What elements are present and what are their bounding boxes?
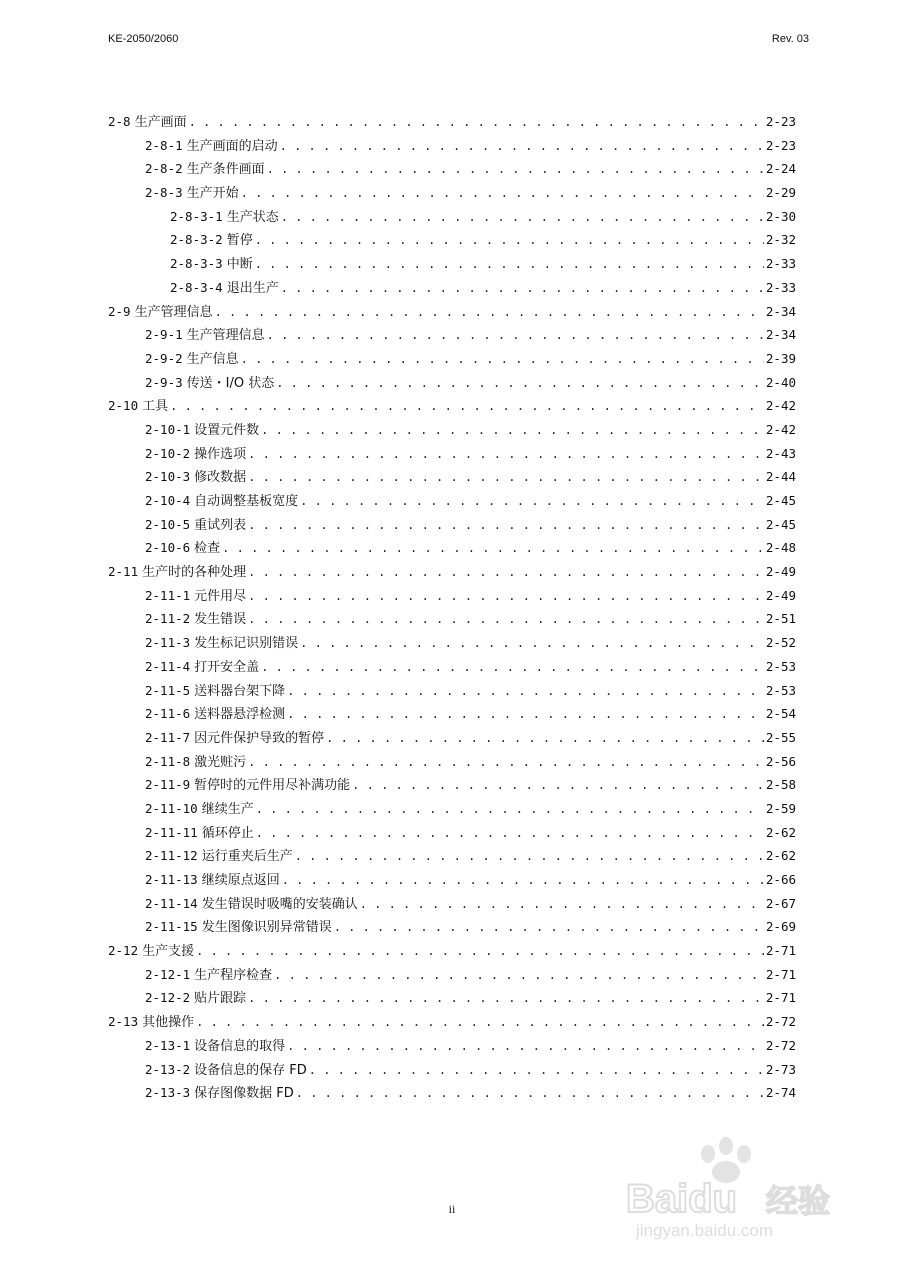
toc-entry-number: 2-13 — [108, 1014, 139, 1030]
toc-entry-title: 发生错误 — [194, 612, 247, 628]
toc-leader-dots — [309, 1059, 764, 1083]
toc-entry-title: 继续原点返回 — [201, 873, 280, 888]
toc-entry-number: 2-9-3 — [145, 374, 183, 390]
toc-leader-dots — [215, 301, 764, 325]
toc-entry-title: 送料器台架下降 — [194, 683, 286, 699]
toc-entry[interactable] — [108, 513, 796, 537]
toc-leader-dots — [248, 561, 764, 585]
toc-entry-title: 工具 — [142, 399, 169, 415]
toc-entry[interactable] — [108, 1034, 796, 1058]
toc-entry[interactable] — [108, 228, 796, 252]
toc-entry-title: 传送・I/O 状态 — [186, 375, 275, 391]
toc-entry-title: 发生标记识别错误 — [194, 636, 299, 652]
toc-entry[interactable] — [108, 631, 796, 655]
toc-entry-page: 2-48 — [765, 540, 796, 556]
toc-entry[interactable] — [108, 489, 796, 513]
toc-entry-page: 2-42 — [765, 398, 796, 414]
toc-entry-number: 2-8-3-2 — [170, 232, 223, 248]
toc-entry[interactable] — [108, 702, 796, 726]
toc-entry-page: 2-49 — [765, 564, 796, 580]
toc-entry[interactable] — [108, 655, 796, 679]
toc-entry-page: 2-30 — [765, 208, 796, 224]
toc-entry-title: 生产管理信息 — [134, 304, 213, 320]
toc-entry-title: 生产程序检查 — [194, 967, 273, 983]
toc-entry[interactable] — [108, 939, 796, 963]
toc-leader-dots — [280, 135, 764, 159]
toc-entry-number: 2-12-1 — [145, 966, 191, 982]
toc-leader-dots — [248, 585, 764, 609]
toc-leader-dots — [255, 253, 764, 277]
toc-entry-page: 2-52 — [765, 635, 796, 651]
toc-entry-page: 2-23 — [765, 114, 796, 129]
toc-entry-number: 2-8 — [108, 114, 131, 129]
toc-entry-page: 2-54 — [765, 706, 796, 722]
toc-entry-number: 2-10 — [108, 398, 139, 414]
toc-entry[interactable] — [108, 726, 796, 750]
toc-entry-number: 2-9-2 — [145, 350, 183, 366]
toc-entry-number: 2-12-2 — [145, 990, 191, 1006]
toc-leader-dots — [296, 1082, 764, 1106]
toc-entry-page: 2-69 — [765, 919, 796, 935]
toc-entry[interactable] — [108, 607, 796, 631]
toc-entry[interactable] — [108, 157, 796, 181]
toc-entry-title: 循环停止 — [201, 825, 254, 841]
toc-leader-dots — [196, 940, 764, 964]
toc-entry-page: 2-74 — [765, 1085, 796, 1101]
toc-entry-page: 2-56 — [765, 753, 796, 769]
toc-entry[interactable] — [108, 134, 796, 158]
toc-entry-number: 2-9-1 — [145, 327, 183, 343]
baidu-jingyan-watermark — [616, 1132, 856, 1242]
toc-entry[interactable] — [108, 773, 796, 797]
toc-entry[interactable] — [108, 892, 796, 916]
toc-entry-title: 保存图像数据 FD — [194, 1086, 294, 1102]
toc-entry-number: 2-10-5 — [145, 516, 191, 532]
toc-entry-title: 送料器悬浮检测 — [194, 707, 286, 723]
toc-entry-number: 2-11-4 — [145, 658, 191, 674]
toc-entry-number: 2-10-6 — [145, 540, 191, 556]
toc-entry-number: 2-8-3-1 — [170, 208, 223, 224]
toc-entry-title: 设备信息的取得 — [194, 1038, 286, 1054]
toc-leader-dots — [189, 111, 764, 135]
toc-entry[interactable] — [108, 679, 796, 703]
toc-entry-title: 操作选项 — [194, 446, 247, 462]
toc-entry[interactable] — [108, 205, 796, 229]
toc-entry-page: 2-45 — [765, 493, 796, 508]
toc-entry-page: 2-29 — [765, 185, 796, 201]
toc-entry-page: 2-24 — [765, 161, 796, 177]
toc-entry-page: 2-67 — [765, 895, 796, 911]
toc-entry-page: 2-71 — [765, 990, 796, 1006]
toc-leader-dots — [282, 869, 764, 893]
toc-entry-title: 激光赃污 — [194, 754, 247, 770]
toc-leader-dots — [222, 537, 764, 561]
toc-entry-number: 2-13-3 — [145, 1085, 191, 1101]
toc-entry-number: 2-11-6 — [145, 706, 191, 722]
toc-entry-title: 自动调整基板宽度 — [194, 494, 299, 509]
toc-entry[interactable] — [108, 821, 796, 845]
toc-leader-dots — [267, 324, 764, 348]
toc-entry-title: 暂停 — [226, 233, 253, 249]
toc-leader-dots — [352, 774, 764, 798]
toc-entry-title: 贴片跟踪 — [194, 991, 247, 1007]
toc-entry[interactable] — [108, 110, 796, 134]
toc-entry-number: 2-11-5 — [145, 682, 191, 698]
toc-entry-title: 暂停时的元件用尽补满功能 — [194, 778, 351, 794]
toc-entry-page: 2-23 — [765, 137, 796, 153]
toc-entry-page: 2-71 — [765, 943, 796, 959]
toc-entry-page: 2-55 — [765, 729, 796, 745]
toc-entry-page: 2-62 — [765, 848, 796, 864]
toc-entry-title: 元件用尽 — [194, 588, 247, 604]
toc-leader-dots — [276, 372, 764, 396]
toc-entry-title: 其他操作 — [142, 1015, 195, 1031]
toc-entry-page: 2-34 — [765, 327, 796, 343]
toc-entry-page: 2-33 — [765, 279, 796, 295]
toc-entry[interactable] — [108, 868, 796, 892]
toc-entry-number: 2-8-2 — [145, 161, 183, 177]
toc-leader-dots — [326, 727, 764, 751]
toc-entry[interactable] — [108, 915, 796, 939]
toc-leader-dots — [248, 608, 764, 632]
toc-leader-dots — [287, 680, 764, 704]
toc-entry-number: 2-11-9 — [145, 777, 191, 793]
toc-leader-dots — [261, 419, 764, 443]
toc-entry-title: 发生图像识别异常错误 — [201, 920, 332, 936]
toc-entry-title: 生产开始 — [186, 186, 239, 202]
toc-entry[interactable] — [108, 276, 796, 300]
toc-entry-number: 2-11-14 — [145, 895, 198, 911]
toc-leader-dots — [255, 229, 764, 253]
toc-entry-title: 发生错误时吸嘴的安装确认 — [201, 896, 358, 912]
toc-leader-dots — [281, 206, 764, 230]
toc-entry-number: 2-13-2 — [145, 1061, 191, 1077]
toc-entry-page: 2-39 — [765, 350, 796, 366]
toc-entry-page: 2-33 — [765, 256, 796, 272]
toc-entry-number: 2-11-8 — [145, 753, 191, 769]
toc-entry-page: 2-45 — [765, 516, 796, 532]
toc-entry[interactable] — [108, 181, 796, 205]
toc-entry-page: 2-42 — [765, 421, 796, 437]
toc-entry-number: 2-11-12 — [145, 848, 198, 864]
toc-entry-title: 退出生产 — [226, 280, 279, 296]
toc-entry[interactable] — [108, 394, 796, 418]
revision-label: Rev. 03 — [771, 33, 809, 45]
toc-entry-page: 2-51 — [765, 611, 796, 627]
toc-entry-title: 生产支援 — [142, 944, 195, 960]
toc-entry-page: 2-44 — [765, 469, 796, 485]
watermark-brand-cn: 经验 — [766, 1182, 831, 1220]
toc-entry[interactable] — [108, 418, 796, 442]
toc-entry-number: 2-10-4 — [145, 493, 191, 508]
toc-entry-title: 生产条件画面 — [186, 162, 265, 178]
toc-leader-dots — [196, 1011, 764, 1035]
toc-leader-dots — [287, 703, 764, 727]
toc-entry-number: 2-11 — [108, 564, 139, 580]
toc-entry-title: 生产状态 — [226, 209, 279, 225]
toc-leader-dots — [300, 632, 764, 656]
toc-entry-title: 设备信息的保存 FD — [194, 1062, 307, 1078]
toc-entry-number: 2-10-3 — [145, 469, 191, 485]
toc-entry[interactable] — [108, 750, 796, 774]
toc-entry-page: 2-62 — [765, 824, 796, 840]
toc-entry-page: 2-53 — [765, 682, 796, 698]
toc-entry-page: 2-49 — [765, 587, 796, 603]
toc-entry[interactable] — [108, 584, 796, 608]
toc-entry-number: 2-11-2 — [145, 611, 191, 627]
toc-entry-number: 2-8-1 — [145, 137, 183, 153]
toc-entry[interactable] — [108, 560, 796, 584]
toc-entry-number: 2-10-1 — [145, 421, 191, 437]
toc-entry-page: 2-58 — [765, 777, 796, 793]
toc-entry-number: 2-8-3-4 — [170, 279, 223, 295]
toc-entry-title: 中断 — [226, 257, 253, 273]
toc-entry[interactable] — [108, 797, 796, 821]
toc-leader-dots — [248, 443, 764, 467]
toc-entry[interactable] — [108, 963, 796, 987]
toc-leader-dots — [248, 987, 764, 1011]
toc-entry-page: 2-43 — [765, 445, 796, 461]
toc-entry-number: 2-11-10 — [145, 800, 198, 816]
toc-leader-dots — [248, 751, 764, 775]
toc-entry-number: 2-13-1 — [145, 1037, 191, 1053]
toc-leader-dots — [281, 277, 764, 301]
toc-entry-page: 2-53 — [765, 658, 796, 674]
toc-entry-page: 2-72 — [765, 1014, 796, 1030]
toc-entry[interactable] — [108, 844, 796, 868]
toc-leader-dots — [295, 845, 764, 869]
table-of-contents — [108, 110, 796, 1105]
toc-leader-dots — [241, 182, 764, 206]
toc-entry-title: 生产管理信息 — [186, 328, 265, 344]
toc-entry-title: 重试列表 — [194, 517, 247, 533]
toc-entry-number: 2-11-15 — [145, 919, 198, 935]
toc-entry-title: 运行重夹后生产 — [201, 849, 293, 865]
toc-leader-dots — [360, 893, 764, 917]
document-code: KE-2050/2060 — [108, 33, 179, 45]
toc-entry[interactable] — [108, 347, 796, 371]
toc-entry-page: 2-66 — [765, 872, 796, 887]
toc-entry-number: 2-11-11 — [145, 824, 198, 840]
toc-leader-dots — [261, 656, 764, 680]
toc-entry[interactable] — [108, 442, 796, 466]
toc-entry-page: 2-73 — [765, 1061, 796, 1077]
toc-entry-number: 2-11-1 — [145, 587, 191, 603]
toc-leader-dots — [256, 822, 764, 846]
toc-entry-title: 生产画面的启动 — [186, 138, 278, 154]
toc-entry-page: 2-32 — [765, 232, 796, 248]
toc-entry-title: 因元件保护导致的暂停 — [194, 730, 325, 746]
page-number: ii — [448, 1202, 456, 1216]
watermark-url: jingyan.baidu.com — [636, 1221, 774, 1240]
toc-leader-dots — [287, 1035, 764, 1059]
toc-entry-title: 生产信息 — [186, 351, 239, 367]
toc-leader-dots — [248, 514, 764, 538]
toc-entry-number: 2-8-3 — [145, 185, 183, 201]
toc-entry-title: 生产画面 — [134, 115, 187, 130]
toc-entry-title: 生产时的各种处理 — [142, 565, 247, 581]
toc-entry-number: 2-11-7 — [145, 729, 191, 745]
toc-entry[interactable] — [108, 252, 796, 276]
toc-entry-title: 打开安全盖 — [194, 659, 260, 675]
toc-entry-title: 检查 — [194, 541, 221, 557]
toc-entry-number: 2-8-3-3 — [170, 256, 223, 272]
toc-entry[interactable] — [108, 300, 796, 324]
toc-entry[interactable] — [108, 465, 796, 489]
toc-entry-title: 继续生产 — [201, 801, 254, 817]
toc-leader-dots — [256, 798, 764, 822]
toc-entry-page: 2-72 — [765, 1037, 796, 1053]
toc-entry-page: 2-71 — [765, 966, 796, 982]
toc-entry-page: 2-40 — [765, 374, 796, 390]
toc-entry-page: 2-59 — [765, 800, 796, 816]
toc-entry[interactable] — [108, 986, 796, 1010]
toc-entry-number: 2-12 — [108, 943, 139, 959]
toc-entry[interactable] — [108, 1058, 796, 1082]
watermark-brand: Baidu — [626, 1177, 738, 1221]
toc-entry[interactable] — [108, 323, 796, 347]
toc-entry-title: 设置元件数 — [194, 422, 260, 438]
toc-entry[interactable] — [108, 1081, 796, 1105]
toc-entry-number: 2-11-13 — [145, 872, 198, 887]
toc-leader-dots — [170, 395, 764, 419]
toc-entry-number: 2-9 — [108, 303, 131, 319]
toc-entry-number: 2-10-2 — [145, 445, 191, 461]
toc-leader-dots — [300, 490, 764, 514]
toc-leader-dots — [241, 348, 764, 372]
toc-entry-number: 2-11-3 — [145, 635, 191, 651]
toc-entry-page: 2-34 — [765, 303, 796, 319]
toc-entry[interactable] — [108, 371, 796, 395]
toc-entry[interactable] — [108, 1010, 796, 1034]
toc-entry-title: 修改数据 — [194, 470, 247, 486]
toc-entry[interactable] — [108, 536, 796, 560]
toc-leader-dots — [267, 158, 764, 182]
toc-leader-dots — [248, 466, 764, 490]
toc-leader-dots — [334, 916, 764, 940]
toc-leader-dots — [274, 964, 764, 988]
